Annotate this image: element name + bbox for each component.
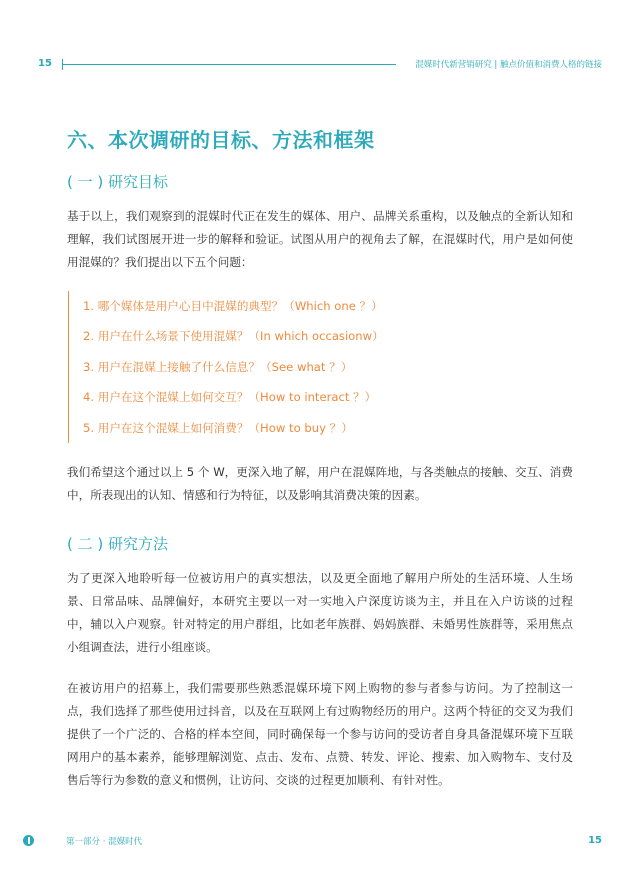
goal-conclusion-paragraph: 我们希望这个通过以上 5 个 W，更深入地了解，用户在混媒阵地，与各类触点的接触、交互、消费中，所表现出的认知、情感和行为特征，以及影响其消费决策的因素。	[67, 465, 573, 502]
list-item: 4. 用户在这个混媒上如何交互？（How to interact ？）	[83, 390, 377, 405]
list-item: 1. 哪个媒体是用户心目中混媒的典型？（Which one ？）	[83, 299, 383, 313]
method-paragraph-2: 在被访用户的招募上，我们需要那些熟悉混媒环境下网上购物的参与者参与访问。为了控制这一点，我们选择了那些使用过抖音，以及在互联网上有过购物经历的用户。这两个特征的交叉为我们提供了一个广泛的、合格的样本空间，同时确保每一个参与访问的受访者自身具备混媒环境下互联网用户的基本素养，能够理解浏览、点击、发布、点赞、转发、评论、搜索、加入购物车、支付及售后等行为参数的意义和惯例，让访问、交谈的过程更加顺利、有针对性。	[67, 681, 573, 787]
research-questions-list	[68, 291, 569, 443]
list-item: 5. 用户在这个混媒上如何消费？（How to buy ？）	[83, 420, 353, 435]
footer-part-icon	[23, 835, 34, 846]
header-page-number: 15	[38, 58, 52, 69]
footer-page-number: 15	[588, 835, 602, 846]
goal-intro-paragraph: 基于以上，我们观察到的混媒时代正在发生的媒体、用户、品牌关系重构，以及触点的全新认知和理解，我们试图展开进一步的解释和验证。试图从用户的视角去了解，在混媒时代，用户是如何使用混媒的？我们提出以下五个问题：	[67, 209, 573, 269]
header-divider-line	[62, 64, 396, 65]
list-item: 3. 用户在混媒上接触了什么信息？（See what ？）	[83, 359, 353, 374]
subsection-method-heading: ( 二 ) 研究方法	[67, 535, 169, 553]
section-title: 六、本次调研的目标、方法和框架	[67, 128, 375, 152]
list-item: 2. 用户在什么场景下使用混媒？（In which occasionw）	[83, 329, 384, 344]
subsection-goal-heading: ( 一 ) 研究目标	[67, 173, 169, 191]
header-running-title: 混媒时代新营销研究 | 触点价值和消费人格的链接	[415, 60, 602, 70]
page-header	[0, 0, 640, 80]
method-paragraph-1: 为了更深入地聆听每一位被访用户的真实想法，以及更全面地了解用户所处的生活环境、人生场景、日常品味、品牌偏好，本研究主要以一对一实地入户深度访谈为主，并且在入户访谈的过程中，辅以入户观察。针对特定的用户群组，比如老年族群、妈妈族群、未婚男性族群等，采用焦点小组调查法，进行小组座谈。	[67, 571, 573, 654]
footer-part-label: 第一部分 · 混媒时代	[66, 837, 143, 847]
